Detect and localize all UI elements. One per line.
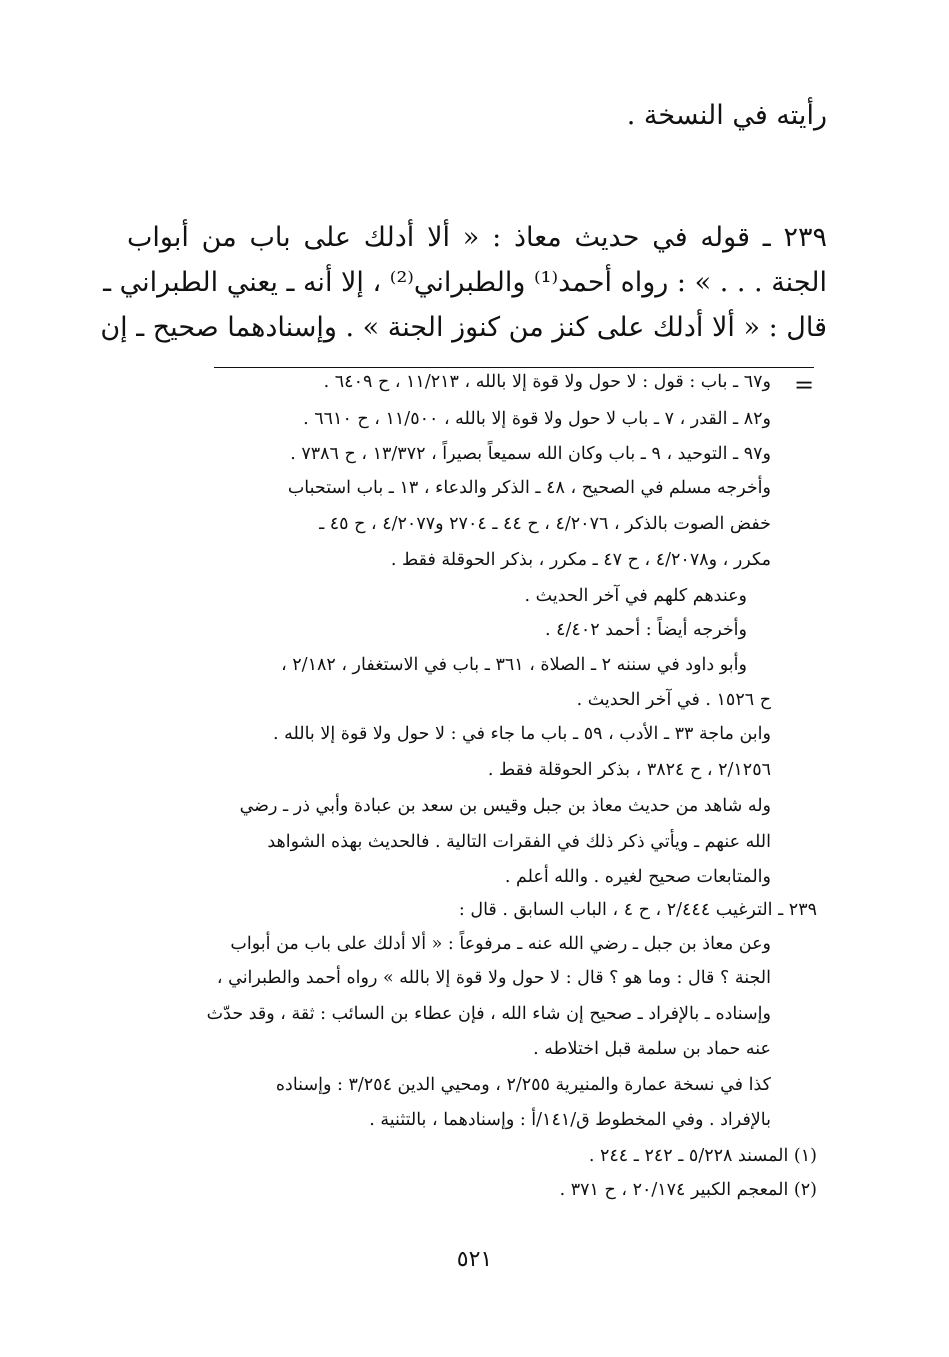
footnote-line-13: وله شاهد من حديث معاذ بن جبل وقيس بن سعد بن عبادة وأبي ذر ـ رضي xyxy=(239,796,771,816)
footnote-line-17: وعن معاذ بن جبل ـ رضي الله عنه ـ مرفوعاً : « ألا أدلك على باب من أبواب xyxy=(230,934,771,954)
main-text-line-1: ٢٣٩ ـ قوله في حديث معاذ : « ألا أدلك على باب من أبواب xyxy=(127,222,827,253)
footnote-ref-1: (١) المسند ٥/٢٢٨ ـ ٢٤٢ ـ ٢٤٤ . xyxy=(588,1146,817,1166)
footnote-line-5: خفض الصوت بالذكر ، ٤/٢٠٧٦ ، ح ٤٤ ـ ٢٧٠٤ و٤/٢٠٧٧ ، ح ٤٥ ـ xyxy=(319,514,771,534)
footnote-line-1: و٦٧ ـ باب : قول : لا حول ولا قوة إلا بالله ، ١١/٢١٣ ، ح ٦٤٠٩ . xyxy=(323,372,771,392)
main-text-line-2: الجنة . . . » : رواه أحمد⁽¹⁾ والطبراني⁽²⁾ ، إلا أنه ـ يعني الطبراني ـ xyxy=(103,267,827,298)
page-number: ٥٢١ xyxy=(456,1247,493,1272)
footnote-line-4: وأخرجه مسلم في الصحيح ، ٤٨ ـ الذكر والدعاء ، ١٣ ـ باب استحباب xyxy=(287,478,771,498)
footnote-line-2: و٨٢ ـ القدر ، ٧ ـ باب لا حول ولا قوة إلا بالله ، ١١/٥٠٠ ، ح ٦٦١٠ . xyxy=(303,409,771,429)
continuation-line: رأيته في النسخة . xyxy=(626,100,827,131)
footnote-line-19: وإسناده ـ بالإفراد ـ صحيح إن شاء الله ، فإن عطاء بن السائب : ثقة ، وقد حدّث xyxy=(206,1004,771,1024)
footnote-line-8: وأخرجه أيضاً : أحمد ٤/٤٠٢ . xyxy=(545,620,747,640)
footnote-line-11: وابن ماجة ٣٣ ـ الأدب ، ٥٩ ـ باب ما جاء في : لا حول ولا قوة إلا بالله . xyxy=(272,724,771,744)
footnote-separator xyxy=(214,367,814,368)
footnote-line-22: بالإفراد . وفي المخطوط ق/١٤١/أ : وإسنادهما ، بالتثنية . xyxy=(369,1110,771,1130)
footnote-line-6: مكرر ، و٤/٢٠٧٨ ، ح ٤٧ ـ مكرر ، بذكر الحوقلة فقط . xyxy=(390,550,771,570)
footnote-ref-2: (٢) المعجم الكبير ٢٠/١٧٤ ، ح ٣٧١ . xyxy=(559,1180,817,1200)
footnote-line-3: و٩٧ ـ التوحيد ، ٩ ـ باب وكان الله سميعاً بصيراً ، ١٣/٣٧٢ ، ح ٧٣٨٦ . xyxy=(290,444,771,464)
footnote-line-20: عنه حماد بن سلمة قبل اختلاطه . xyxy=(533,1039,771,1059)
continuation-mark: = xyxy=(794,371,815,399)
footnote-line-12: ٢/١٢٥٦ ، ح ٣٨٢٤ ، بذكر الحوقلة فقط . xyxy=(487,760,771,780)
footnote-line-9: وأبو داود في سننه ٢ ـ الصلاة ، ٣٦١ ـ باب في الاستغفار ، ٢/١٨٢ ، xyxy=(281,655,747,675)
footnote-line-15: والمتابعات صحيح لغيره . والله أعلم . xyxy=(504,867,771,887)
footnote-line-21: كذا في نسخة عمارة والمنيرية ٢/٢٥٥ ، ومحيي الدين ٣/٢٥٤ : وإسناده xyxy=(275,1075,771,1095)
footnote-line-7: وعندهم كلهم في آخر الحديث . xyxy=(524,586,747,606)
footnote-line-16: ٢٣٩ ـ الترغيب ٢/٤٤٤ ، ح ٤ ، الباب السابق . قال : xyxy=(458,900,817,920)
footnote-line-14: الله عنهم ـ ويأتي ذكر ذلك في الفقرات التالية . فالحديث بهذه الشواهد xyxy=(267,832,771,852)
main-text-line-3: قال : « ألا أدلك على كنز من كنوز الجنة » . وإسنادهما صحيح ـ إن xyxy=(100,312,827,343)
footnote-line-18: الجنة ؟ قال : وما هو ؟ قال : لا حول ولا قوة إلا بالله » رواه أحمد والطبراني ، xyxy=(216,968,771,988)
footnote-line-10: ح ١٥٢٦ . في آخر الحديث . xyxy=(576,690,771,710)
